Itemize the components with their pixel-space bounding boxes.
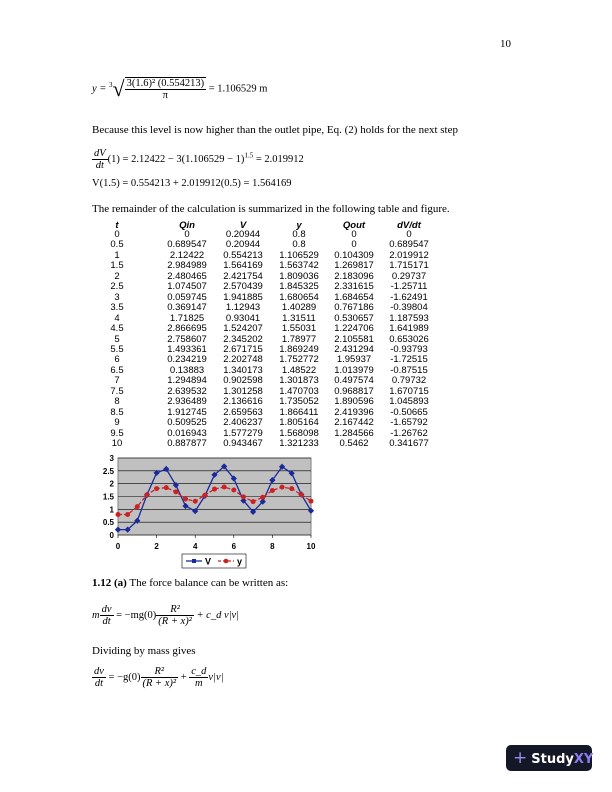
table-cell: 1.40289 <box>281 302 317 314</box>
table-cell: 1.78977 <box>281 333 317 345</box>
data-point-y <box>241 494 246 499</box>
table-cell: 2.570439 <box>223 281 263 293</box>
table-cell: 3 <box>114 291 120 303</box>
table-cell: 0.341677 <box>389 438 429 449</box>
table-cell: 1.493361 <box>167 343 207 355</box>
data-point-y <box>173 489 178 494</box>
column-header: V <box>239 220 247 231</box>
table-cell: 0.104309 <box>334 249 374 261</box>
data-point-y <box>164 485 169 490</box>
table-cell: 1.301258 <box>223 385 263 397</box>
data-point-y <box>183 496 188 501</box>
table-cell: 0.5462 <box>339 438 369 449</box>
table-cell: 0.509525 <box>167 417 207 429</box>
table-cell: 0.902598 <box>223 375 263 387</box>
table-cell: 1.301873 <box>279 375 319 387</box>
table-cell: 1.684654 <box>334 291 374 303</box>
table-cell: 0.653026 <box>389 333 429 345</box>
data-point-y <box>135 504 140 509</box>
data-point-y <box>202 493 207 498</box>
eq-body: (1) = 2.12422 − 3(1.106529 − 1) <box>107 153 245 165</box>
table-cell: 4 <box>114 312 120 324</box>
table-cell: 0.943467 <box>223 438 263 449</box>
x-tick-label: 10 <box>306 542 316 551</box>
table-cell: 4.5 <box>110 323 124 335</box>
table-cell: 1.524207 <box>223 323 263 335</box>
data-point-y <box>231 488 236 493</box>
eq-num: dV <box>94 148 106 159</box>
table-cell: 0 <box>184 229 190 240</box>
table-cell: 0.369147 <box>167 302 207 314</box>
table-cell: 0.689547 <box>167 239 207 251</box>
table-cell: 9 <box>114 417 120 429</box>
equation-divided: $\frac{dv}{dt}$ = −g(0) $\frac{\text{R²}}{\text{(R + x)²}}$ + $\frac{c\_d}{m}$ v|v| <box>94 666 224 689</box>
table-cell: 0.234219 <box>167 354 207 366</box>
table-cell: 2.167442 <box>334 417 374 429</box>
table-cell: -1.25711 <box>390 281 428 293</box>
table-cell: 1.715171 <box>389 260 429 272</box>
table-cell: 0.13883 <box>169 364 205 376</box>
y-tick-label: 2.5 <box>102 466 114 476</box>
equation-v15: V(1.5) = 0.554213 + 2.019912(0.5) = 1.564169 <box>92 178 292 189</box>
x-tick-label: 6 <box>231 542 237 551</box>
table-cell: 1.735052 <box>279 396 319 408</box>
equation-force-balance <box>92 604 239 627</box>
table-cell: 6 <box>114 354 120 366</box>
table-cell: 1.340173 <box>223 364 263 376</box>
table-cell: 1.48522 <box>281 364 317 376</box>
table-cell: 2.480465 <box>167 270 207 282</box>
y-tick-label: 3 <box>109 454 114 463</box>
table-cell: 1.670715 <box>389 385 429 397</box>
table-cell: 1.890596 <box>334 396 374 408</box>
y-tick-label: 0 <box>109 531 114 540</box>
data-point-y <box>289 486 294 491</box>
table-cell: 1.95937 <box>336 354 372 366</box>
y-tick-label: 0.5 <box>102 518 114 528</box>
table-cell: 0.79732 <box>391 375 427 387</box>
table-cell: 1.12943 <box>225 302 261 314</box>
table-cell: 1.224706 <box>334 323 374 335</box>
table-cell: -1.26762 <box>390 427 428 439</box>
table-cell: 1.321233 <box>279 438 319 449</box>
table-cell: 0.689547 <box>389 239 429 251</box>
table-cell: 2.758607 <box>167 333 207 345</box>
table-cell: 0 <box>351 229 357 240</box>
eq-rden: (R + x)² <box>142 678 177 689</box>
table-cell: -0.50665 <box>390 406 428 418</box>
eq-numerator: 3(1.6)² (0.554213) <box>126 78 205 89</box>
table-cell: 0.497574 <box>334 375 374 387</box>
section-text: The force balance can be written as: <box>126 577 289 589</box>
chart-v-y-vs-t <box>96 448 332 574</box>
table-cell: 1.106529 <box>279 249 319 261</box>
table-cell: 0.059745 <box>167 291 207 303</box>
x-tick-label: 8 <box>270 542 275 551</box>
legend-marker-V <box>192 559 196 563</box>
eq-den: dt <box>102 616 111 627</box>
table-cell: 2.202748 <box>223 354 263 366</box>
table-cell: 1 <box>114 249 120 261</box>
table-cell: -1.62491 <box>390 291 428 303</box>
table-cell: 6.5 <box>110 364 124 376</box>
eq-lhs: y = <box>92 83 107 95</box>
table-cell: 2.5 <box>110 281 124 293</box>
table-cell: 2.671715 <box>223 343 263 355</box>
table-cell: 8.5 <box>110 406 124 418</box>
table-cell: 2.431294 <box>334 343 374 355</box>
table-cell: 9.5 <box>110 427 124 439</box>
table-cell: 7 <box>114 375 120 387</box>
table-cell: 1.294894 <box>167 375 207 387</box>
column-header: Qin <box>179 220 195 231</box>
column-header: dV/dt <box>397 220 421 231</box>
data-point-y <box>193 499 198 504</box>
table-cell: 0.20944 <box>225 229 261 240</box>
table-cell: 1.912745 <box>167 406 207 418</box>
table-cell: 0.968817 <box>334 385 374 397</box>
data-point-y <box>299 492 304 497</box>
table-cell: 0.93041 <box>225 312 261 324</box>
x-tick-label: 4 <box>192 542 198 551</box>
table-cell: 1.5 <box>110 260 124 272</box>
data-point-y <box>270 488 275 493</box>
table-cell: 1.752772 <box>279 354 319 366</box>
table-cell: 2.659563 <box>223 406 263 418</box>
table-cell: 2.183096 <box>334 270 374 282</box>
eq-mid: = −mg(0) <box>116 609 157 621</box>
plus-icon: + <box>513 748 528 768</box>
x-tick-label: 0 <box>115 542 121 551</box>
section-heading <box>92 577 288 589</box>
eq-result: = 2.019912 <box>253 153 304 165</box>
data-point-y <box>154 486 159 491</box>
table-cell: 2.331615 <box>334 281 374 293</box>
data-point-y <box>125 512 130 517</box>
table-cell: 1.55031 <box>281 323 317 335</box>
table-cell: 0.554213 <box>223 249 263 261</box>
table-cell: 0 <box>351 239 357 251</box>
table-cell: 1.680654 <box>279 291 319 303</box>
data-point-y <box>212 487 217 492</box>
table-cell: 2.105581 <box>334 333 374 345</box>
data-point-y <box>309 499 314 504</box>
table-cell: 1.869249 <box>279 343 319 355</box>
paragraph: The remainder of the calculation is summarized in the following table and figure. <box>92 203 450 215</box>
legend-label: y <box>237 556 243 567</box>
table-cell: -0.93793 <box>390 343 428 355</box>
table-cell: 2.406237 <box>223 417 263 429</box>
data-point-y <box>251 499 256 504</box>
eq-tail: v|v| <box>208 671 224 683</box>
table-cell: 2.019912 <box>389 249 429 261</box>
paragraph: Dividing by mass gives <box>92 645 196 657</box>
table-cell: 1.269817 <box>334 260 374 272</box>
eq-exponent: 1.5 <box>244 151 254 160</box>
legend-marker-y <box>224 559 229 564</box>
y-tick-label: 1 <box>109 505 114 515</box>
column-header: t <box>115 220 119 231</box>
y-tick-label: 2 <box>109 479 114 489</box>
eq-rnum: R² <box>141 666 179 678</box>
eq-result: = 1.106529 m <box>208 83 268 95</box>
eq-rden: (R + x)² <box>158 616 192 627</box>
eq-m: m <box>92 609 100 621</box>
data-point-y <box>222 485 227 490</box>
eq-mid: = −g(0) <box>108 671 141 683</box>
eq-tail: + c_d v|v| <box>196 609 240 621</box>
table-cell: 8 <box>114 396 120 408</box>
table-cell: 1.71825 <box>169 312 205 324</box>
table-cell: 1.866411 <box>279 406 319 418</box>
data-point-y <box>260 495 265 500</box>
eq-den: dt <box>95 160 104 171</box>
x-tick-label: 2 <box>154 542 159 551</box>
table-cell: 1.31511 <box>282 312 316 324</box>
table-cell: -1.65792 <box>390 417 428 429</box>
eq-num: dv <box>101 604 112 615</box>
table-cell: 1.641989 <box>389 323 429 335</box>
y-tick-label: 1.5 <box>102 492 114 502</box>
table-cell: 1.568098 <box>279 427 319 439</box>
table-cell: 1.805164 <box>279 417 319 429</box>
table-cell: 2.866695 <box>167 323 207 335</box>
table-cell: 1.845325 <box>279 281 319 293</box>
table-cell: 2 <box>114 270 120 282</box>
table-cell: 1.013979 <box>334 364 374 376</box>
table-cell: 1.563742 <box>279 260 319 272</box>
page-number: 10 <box>500 38 511 50</box>
studyxy-logo[interactable] <box>506 745 592 771</box>
table-cell: 1.577279 <box>223 427 263 439</box>
data-point-y <box>280 485 285 490</box>
section-number: 1.12 (a) <box>92 577 127 589</box>
table-cell: 0.29737 <box>391 270 427 282</box>
table-cell: 0.530657 <box>334 312 374 324</box>
table-cell: -0.39804 <box>390 302 428 314</box>
table-cell: 1.564169 <box>223 260 263 272</box>
table-cell: 2.345202 <box>223 333 263 345</box>
table-cell: 7.5 <box>110 385 124 397</box>
table-cell: 0.016943 <box>167 427 207 439</box>
table-cell: 5 <box>114 333 120 345</box>
table-cell: 2.639532 <box>167 385 207 397</box>
table-cell: 10 <box>111 438 123 449</box>
column-header: y <box>296 220 302 231</box>
table-cell: 2.12422 <box>169 249 205 261</box>
table-cell: 2.136616 <box>223 396 263 408</box>
equation-dvdt <box>92 148 304 171</box>
eq-cden: m <box>195 678 203 689</box>
table-cell: 2.419396 <box>334 406 374 418</box>
table-cell: 1.187593 <box>389 312 429 324</box>
table-cell: 0.20944 <box>225 239 261 251</box>
data-point-y <box>116 512 121 517</box>
data-point-y <box>144 492 149 497</box>
table-cell: 0.767186 <box>334 302 374 314</box>
paragraph: Because this level is now higher than the outlet pipe, Eq. (2) holds for the next step <box>92 124 458 136</box>
table-cell: 0 <box>114 229 120 240</box>
table-cell: 0.887877 <box>167 438 207 449</box>
equation-y-cube-root: y = $^3$√ $\frac{\text{3(1.6)² (0.554213)}}{\pi}$ = 1.106529 m <box>92 76 268 101</box>
eq-denominator: π <box>162 90 168 101</box>
logo-xy: XY <box>573 752 594 767</box>
table-cell: 3.5 <box>110 302 124 314</box>
table-cell: -1.72515 <box>390 354 428 366</box>
table-cell: 1.941885 <box>223 291 263 303</box>
eq-den: dt <box>94 678 104 689</box>
table-cell: 2.936489 <box>167 396 207 408</box>
table-cell: 2.421754 <box>223 270 263 282</box>
root-index: 3 <box>109 80 113 89</box>
table-cell: 5.5 <box>110 343 124 355</box>
legend-label: V <box>205 556 212 567</box>
eq-cnum: c_d <box>191 666 207 677</box>
column-header: Qout <box>342 220 366 231</box>
eq-rnum: R² <box>156 604 194 616</box>
eq-num: dv <box>94 666 104 677</box>
table-cell: 1.284566 <box>334 427 374 439</box>
logo-study: Study <box>531 752 574 767</box>
table-cell: 1.470703 <box>279 385 319 397</box>
table-cell: 0.8 <box>292 239 306 251</box>
table-cell: 2.984989 <box>167 260 207 272</box>
table-cell: 1.074507 <box>167 281 207 293</box>
table-cell: 0.5 <box>110 239 124 251</box>
table-cell: 0.8 <box>292 229 306 240</box>
table-cell: 1.809036 <box>279 270 319 282</box>
table-cell: -0.87515 <box>390 364 428 376</box>
table-cell: 1.045893 <box>389 396 429 408</box>
table-cell: 0 <box>406 229 412 240</box>
